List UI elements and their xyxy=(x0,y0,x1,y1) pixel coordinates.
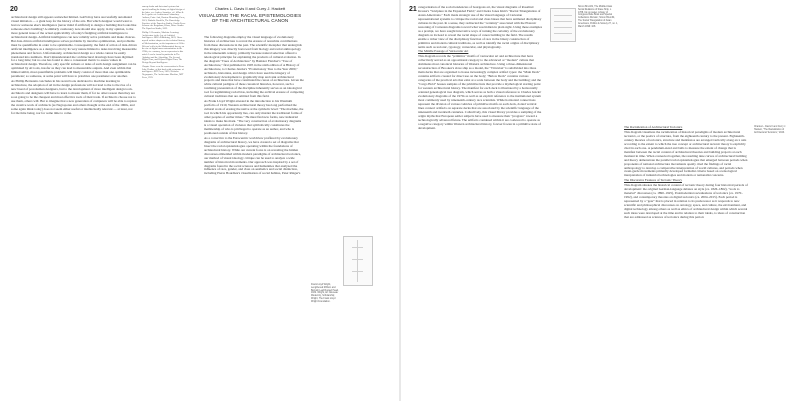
essay-title-block xyxy=(195,7,305,23)
left-notes-column xyxy=(142,6,186,81)
section-title-vernacular: The Middle Passage of Vernacular Art xyxy=(418,49,469,54)
page-gutter xyxy=(399,0,401,401)
right-paragraph: categorization of the social tendencies of bourgeois art, the visual diagrams of Rosalind Krauss's "Sculpture in the Expanded Field," and Cheire Jones Kim's "Racial Triangulation of Asian Americans." Each made strategic use of the visual language of Cartesian representational systems to critique the racial and class biases that have animated disciplinary cultures in the past. In a sense, they redirected the "certainty" associated with the Platonic reasoning of Cartesian diagrams toward what was hidden in plain sight. Using these examples as a prompt, we have sought innovative ways of turning the certainty of the evolutionary diagram on its head to reveal the racial shape of canon building in the field. The results enable a richer view of the disciplinary function of race in the binary construction of primitive and modern cultural traditions, as well as identify the racial origins of disciplinary terms such as tectonic, typology, vernacular, and physiognomy. xyxy=(418,5,542,49)
note: Chapter I have seen the conversation in Pierre Lake Heather, of this book with a structure of intelligence; MIT Press, 2023; Nicholas Negroponte, The Architecture Machine, MIT Press, 1970. xyxy=(142,65,185,79)
right-main-text xyxy=(418,6,542,132)
center-paragraph: The following diagrams employ the visual language of evolutionary histories of architecture to reveal the erasure of nonwhite contributions from these discussions in the past. The scientific metaphor that undergirds this imagery was directly borrowed from biology and racial anthropology in the nineteenth century, primarily because natural selection offered a teleological principle for explaining the products of cultural evolution. In the diagram "Trees of Architecture" by Banister Fletcher's "Tree of Architecture," first published in 1905 in the sixth edition of A History of Architecture, to Charles Jencks's "Evolutionary Tree to the Year 2000," architects, historians, and design critics have used the imagery of evolutionary development to graphically map and rank architectural projects and ideas that have constituted the canon of architecture. Given the white cultural pedigree of these canonical histories, however, such a totalizing presentation of the discipline inherently serves as an ideological tool for legitimizing racial bias, including the archival erasure of competing cultural traditions that are omitted from this field. xyxy=(204,35,304,99)
section-text-tectonics: This diagram visualizes the racialization of historical paradigms of modern architectural tectonics, or the poetics of structure, from the eighteenth century to the present. Eighteenth-century theories of tectonics, structure and manifestos are arranged vertically along an x axis according to the extent to which the tree concept or architectural tectonic theory is explicitly cited in each one. A pendulum-sized and balls to measure the extent of change that is manifest between the racial content of architectural theories and building projects at each moment in time. When connected together, the resulting nine curves of architectural building and theory demonstrate the parallel racial epistemologies that emerged between periods when proponents of national architecture movements openly cited the findings of racial anthropology to develop a comparative interpretation of world cultures, and periods when avant-garde movements primarily developed formalist criteria based on a teleological interpretation of industrial technologies and modern or nationalist concerns. xyxy=(624,129,748,178)
section-text-vernacular: This diagram records the "primitive" motifs of vernacular art and architecture that have collectively served as an oppositional category to the advanced or "modern" culture that dominates most canonical histories of Western architecture. Using a three-dimensional reconstruction of Brookes's slave ship as a model, the "Vitruvian" is subdivided into three main decks that are organized to house increasingly complex artifact types: the "Main Deck" contains artifacts created for direct use on the body; "Below Deck" contains various categories of the practical arts that exist at a scale between the body and the building; and the "Cargo Hold" houses samples of the primitive huts that provide a mythological starting point for western architectural history. The manifest for each deck is illustrated by a horizontally oriented genealogical tree diagram, which serves as both a visual reference to Charles Jencks' evolutionary diagrams of the 1970s as well as an explicit reference to the institutional system most commonly used by nineteenth-century race scientists. While horizontal connections represent the division of various vehicles of primitive motifs on each deck, dotted vertical lines connect artifacts on separate decks that are associated by the scientific language of the nineteenth and twentieth centuries. Collectively, this visual library provides a sampling of the origin myths that European settler subjects have used to measure their "progress" toward a technologically advanced future. The artifacts contained within it are coalesced to operate as a negative category within Western architectural history, forever frozen in a primitive state of development. xyxy=(418,54,542,130)
wright-ornament-figure xyxy=(343,236,373,286)
left-paragraph: As Phillip Bernstein concludes in his recent book dedicated to machine learning in architecture, the adoption of AI in the design professions will not lead to the to the rise of a new breed of post-human designers, but to the development of more intelligent design tools. Architects and designers will have to learn to master them, if for no other reason than they are soon going to be the cheapest and most effective tools of their trade. If architects choose not to use them, others will. But to imagine that a new generation of computers will be able to replace the creative work of architects (as Negroponte and others thought at the end of the 1960s, and some again think today) does not seem either useful or intellectually relevant — at least, not for the time being, nor for some time to come. xyxy=(11,79,137,115)
left-page-number: 20 xyxy=(10,6,18,13)
figure-line xyxy=(554,33,572,34)
figure-line xyxy=(554,21,572,22)
center-main-text xyxy=(204,36,304,177)
right-column-text xyxy=(624,126,748,221)
section-text-discursive: This diagram situates the historical content of tectonic theory during four historical periods of development: the original German-language debates on style (ca. 1826–1862), "tools to material" discourses (ca. 1890–1925), Postmodernist reevaluations of tectonics (ca. 1970–1992), and contemporary theories on digital tectonics (ca. 2004–2015). Each period is represented by a "gear" that is placed in relation to its predecessor as it responds to new scientific and philosophical discourses on ontology, space, and culture, the environment, and digital technology among others as well as ethics of architectural design within which several such ideas were developed at the time and in relation to their ideals, to ideas of construction that are addressed as sciences of tectonics during this period. xyxy=(624,183,748,219)
note: somep chular and thetextual systems but special sculling the history of digital design of the latter, see Andrew Saunders, ed., 4Plus & the Legacies of Architectural Autonomy. Authors, Paris: Anti, Boston: Mussdurp, Press, 2021; Nathalie Bredella, The Knowledge Practices of the Paperless Studio. Gradia Press: Schoose der Bergmann, Klaus, Dürer. Studio: The Paperless Studio, 2022. xyxy=(142,6,186,30)
essay-heading: VISUALIZING THE RACIAL EPISTEMOLOGIES OF THE ARCHITECTURAL CANON xyxy=(198,12,302,23)
essay-authors: Charles L. Davis II and Curry J. Hackett xyxy=(214,6,286,11)
center-paragraph: As a corrective to the Eurocentric worldview proffered by evolutionary diagrams of architectural history, we have created a set of diagrams that bisect the racial epistemologies operating within the foundations of architectural history. While our current focus is on revealing the hidden discourses embedded within modern paradigms of architectural tectonics, our method of visual ideology critique can be used to analyze a wide number of historical movements. Our approach was inspired by a set of diagrams found in the social sciences and humanities that analyzed the influence of race, gender, and class on aesthetics and social distinction, including Pierre Bourdieu's visualization of social habitus, Peter Ringer's xyxy=(204,135,302,176)
top-right-caption: Simon Brumfitt, The Middle-Class Social Relations of Slave Ship, c. 1788. Ink on paper. Library of Congress Rare Book and Special Collections Division; Simon Brumfitt, The Social Triangulation of Asian Americans, Politics & Society 27, no. 1, March 1999: 108. xyxy=(578,6,618,28)
figure-bar xyxy=(352,247,363,248)
figure-line xyxy=(554,27,572,28)
figure-line xyxy=(554,15,572,16)
figure-bar xyxy=(352,271,363,272)
side-caption: Charles L. Davis II and Curry J. Hackett, "The Racialization of Architectural Tectonics," 2023. xyxy=(754,126,786,134)
figure-bar xyxy=(352,259,363,260)
figure-caption: Frank Lloyd Wright, Lengthened Ribbon and Bulrush Leaf Rooted Head, 1932. Wright, Art Nouveau Modernity, Scholarship; Wright, The Frank Lloyd Wright Foundation. xyxy=(311,284,339,303)
section-title-tectonics: The Racialization of Architectural Tectonics xyxy=(624,125,683,129)
center-paragraph: As Frank Lloyd Wright attested in the introduction to his Wasmuth portfolio of 1910, Western architectural theory has long performed the cultural work of erasing the native at the symbolic level: "The machine, the tool in which his opportunity lies, can only murder the traditional forms of other peoples of earlier times." He must find new forms, new industrial ideals to make his mark. "The very construction of evolutionary diagrams is a visual operation of violence that symbolically constitutes the membership of who is privileged to operate as an author, and who is positioned outside of that history. xyxy=(204,99,304,135)
note: Phillip G. Bernstein, Machine Learning: Architecture in the Age of Artificial Intelligence. RIBA Publishing, 2022; I have myself written chapter on the technical history of Mechanization, on the importance of Gilles Deleuze's debt to the Mathematical theory, on the rise of digital mass customization in the 1990s, etc. contrary, for an expression in this article I can be found in particular in The Alphabet and the Algorithm, The Second Digital Turn, and Beyond Digital Turn; The Design Beyond Intelligence. xyxy=(142,31,185,64)
left-paragraph: architectural design still appears somewhat limited. GAN may have successfully automated visual imitation — a giant leap for the history of the arts. But which designer would want to borrow someone else's intelligence (never mind if artificial) to design a building that looks like someone else's building? A similarly cautionary note should also apply, in my opinion, to the more general issue of the actual applicability of today's fledgling artificial intelligence to architectural design. Artificial intelligence can now reliably solve problems and make choices. But data-driven artificial intelligence solves problems by iterative optimization, and problems must be quantifiable in order to be optimizable. Consequently, the field of action of data-driven artificial intelligence as a design tool is by its very nature limited to tasks involving measurable phenomena and factors. Unfortunately, architectural design as a whole cannot be easily translated into numbers. Don't misunderstand me: architectural drawings have been digitized for a long time; but no one has found to date a consensual metric to assess values in architectural design. Therefore, only specific subsets or tasks of such design assignment can be optimized by AI tools, insofar as they can lead to measurable outputs. And even within that limited ambit, most quantifiable problems will likely consist of more than one optimizable parameter; so someone, at some point will have to prioritize one parameter over another. xyxy=(11,15,137,79)
section-title-discursive: The Discursive Features of Tectonic Theory xyxy=(624,178,682,183)
slave-ship-figure xyxy=(550,8,576,42)
right-page-number: 21 xyxy=(409,6,417,13)
left-main-text xyxy=(11,16,137,117)
